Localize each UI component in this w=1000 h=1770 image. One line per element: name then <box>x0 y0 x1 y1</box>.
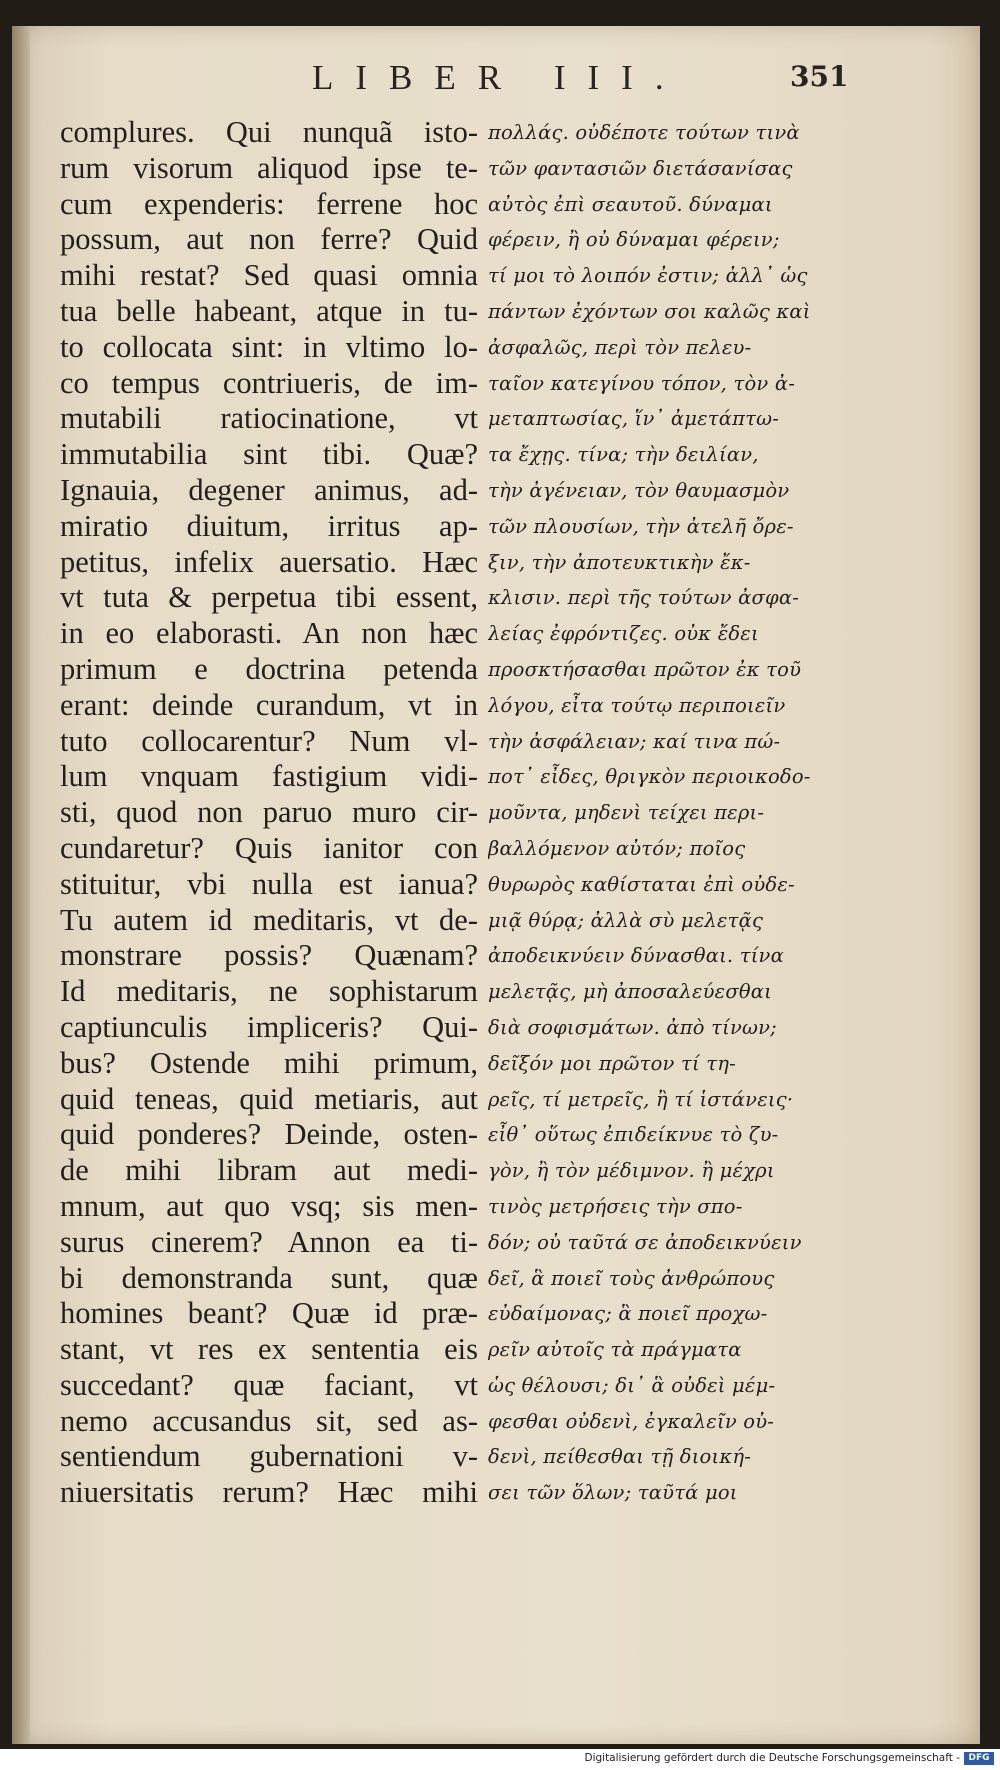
greek-text-line: προσκτήσασθαι πρῶτον ἐκ τοῦ <box>488 657 802 681</box>
latin-text-line: miratio diuitum, irritus ap- <box>60 508 478 543</box>
greek-text-line: εὐδαίμονας; ἃ ποιεῖ προχω- <box>488 1302 768 1326</box>
greek-column <box>488 115 848 1511</box>
latin-text-line: succedant? quæ faciant, vt <box>60 1367 478 1402</box>
greek-text-line: μοῦντα, μηδενὶ τείχει περι- <box>488 801 765 825</box>
greek-text-line: φέρειν, ἢ οὐ δύναμαι φέρειν; <box>488 228 780 252</box>
latin-text-line: bus? Ostende mihi primum, <box>60 1045 478 1080</box>
latin-text-line: immutabilia sint tibi. Quæ? <box>60 437 478 472</box>
latin-text-line: co tempus contriueris, de im- <box>60 365 478 400</box>
latin-text-line: tuto collocarentur? Num vl- <box>60 723 478 758</box>
latin-text-line: vt tuta & perpetua tibi essent, <box>60 580 478 615</box>
latin-text-line: Tu autem id meditaris, vt de- <box>60 902 478 937</box>
latin-text-line: quid teneas, quid metiaris, aut <box>60 1081 478 1116</box>
greek-text-line: δενὶ, πείθεσθαι τῇ διοική- <box>488 1445 751 1469</box>
latin-text-line: rum visorum aliquod ipse te- <box>60 150 478 185</box>
latin-text-line: de mihi libram aut medi- <box>60 1153 478 1188</box>
greek-text-line: τινὸς μετρήσεις τὴν σπο- <box>488 1194 743 1218</box>
greek-text-line: μιᾷ θύρᾳ; ἀλλὰ σὺ μελετᾷς <box>488 908 764 932</box>
latin-text-line: stant, vt res ex sententia eis <box>60 1332 478 1367</box>
latin-text-line: mihi restat? Sed quasi omnia <box>60 258 478 293</box>
greek-text-line: λόγου, εἶτα τούτῳ περιποιεῖν <box>488 693 786 717</box>
greek-text-line: διὰ σοφισμάτων. ἀπὸ τίνων; <box>488 1015 777 1039</box>
latin-text-line: nemo accusandus sit, sed as- <box>60 1403 478 1438</box>
latin-text-line: monstrare possis? Quænam? <box>60 938 478 973</box>
greek-text-line: εἶθ᾽ οὕτως ἐπιδείκνυε τὸ ζυ- <box>488 1123 779 1147</box>
latin-text-line: possum, aut non ferre? Quid <box>60 222 478 257</box>
greek-text-line: γὸν, ἢ τὸν μέδιμνον. ἢ μέχρι <box>488 1159 775 1183</box>
latin-text-line: Ignauia, degener animus, ad- <box>60 472 478 507</box>
greek-text-line: ρεῖν αὐτοῖς τὰ πράγματα <box>488 1338 742 1362</box>
latin-text-line: bi demonstranda sunt, quæ <box>60 1260 478 1295</box>
greek-text-line: ἀσφαλῶς, περὶ τὸν πελευ- <box>488 335 752 359</box>
latin-text-line: mnum, aut quo vsq; sis men- <box>60 1188 478 1223</box>
latin-text-line: cundaretur? Quis ianitor con <box>60 830 478 865</box>
latin-text-line: petitus, infelix auersatio. Hæc <box>60 544 478 579</box>
latin-text-line: lum vnquam fastigium vidi- <box>60 759 478 794</box>
greek-text-line: δεῖξόν μοι πρῶτον τί τη- <box>488 1051 736 1075</box>
page-gutter <box>12 26 30 1744</box>
greek-text-line: ξιν, τὴν ἀποτευκτικὴν ἔκ- <box>488 550 751 574</box>
latin-text-line: to collocata sint: in vltimo lo- <box>60 329 478 364</box>
latin-column <box>60 115 478 1511</box>
greek-text-line: ἀποδεικνύειν δύνασθαι. τίνα <box>488 944 784 968</box>
greek-text-line: θυρωρὸς καθίσταται ἐπὶ οὐδε- <box>488 872 795 896</box>
latin-text-line: homines beant? Quæ id præ- <box>60 1296 478 1331</box>
greek-text-line: τὴν ἀσφάλειαν; καί τινα πώ- <box>488 729 781 753</box>
greek-text-line: μελετᾷς, μὴ ἀποσαλεύεσθαι <box>488 980 772 1004</box>
dfg-logo: DFG <box>964 1752 994 1765</box>
greek-text-line: δόν; οὐ ταῦτά σε ἀποδεικνύειν <box>488 1230 802 1254</box>
latin-text-line: sentiendum gubernationi v- <box>60 1439 478 1474</box>
greek-text-line: δεῖ, ἃ ποιεῖ τοὺς ἀνθρώπους <box>488 1266 775 1290</box>
greek-text-line: σει τῶν ὅλων; ταῦτά μοι <box>488 1481 738 1505</box>
latin-text-line: primum e doctrina petenda <box>60 651 478 686</box>
latin-text-line: cum expenderis: ferrene hoc <box>60 186 478 221</box>
latin-text-line: niuersitatis rerum? Hæc mihi <box>60 1475 478 1510</box>
greek-text-line: πολλάς. οὐδέποτε τούτων τινὰ <box>488 121 800 144</box>
greek-text-line: ποτ᾽ εἶδες, θριγκὸν περιοικοδο- <box>488 765 811 789</box>
greek-text-line: ὡς θέλουσι; δι᾽ ἃ οὐδεὶ μέμ- <box>488 1373 776 1397</box>
greek-text-line: βαλλόμενον αὐτόν; ποῖος <box>488 836 746 860</box>
greek-text-line: τῶν πλουσίων, τὴν ἀτελῆ ὄρε- <box>488 514 794 538</box>
page-number: 351 <box>790 60 849 93</box>
latin-text-line: in eo elaborasti. An non hæc <box>60 616 478 651</box>
latin-text-line: sti, quod non paruo muro cir- <box>60 795 478 830</box>
latin-text-line: erant: deinde curandum, vt in <box>60 687 478 722</box>
dfg-credit-text: Digitalisierung gefördert durch die Deutsche Forschungsgemeinschaft - <box>584 1752 960 1764</box>
latin-text-line: quid ponderes? Deinde, osten- <box>60 1117 478 1152</box>
greek-text-line: μεταπτωσίας, ἵν᾽ ἀμετάπτω- <box>488 407 780 431</box>
latin-text-line: captiunculis impliceris? Qui- <box>60 1009 478 1044</box>
latin-text-line: surus cinerem? Annon ea ti- <box>60 1224 478 1259</box>
greek-text-line: πάντων ἐχόντων σοι καλῶς καὶ <box>488 299 811 323</box>
greek-text-line: τὴν ἀγένειαν, τὸν θαυμασμὸν <box>488 478 790 502</box>
latin-text-line: complures. Qui nunquã isto- <box>60 115 478 149</box>
greek-text-line: κλισιν. περὶ τῆς τούτων ἀσφα- <box>488 586 799 610</box>
latin-text-line: tua belle habeant, atque in tu- <box>60 293 478 328</box>
greek-text-line: λείας ἐφρόντιζες. οὐκ ἔδει <box>488 622 759 646</box>
greek-text-line: ταῖον κατεγίνου τόπον, τὸν ἀ- <box>488 371 796 395</box>
latin-text-line: Id meditaris, ne sophistarum <box>60 974 478 1009</box>
greek-text-line: τῶν φαντασιῶν διετάσανίσας <box>488 156 793 180</box>
latin-text-line: mutabili ratiocinatione, vt <box>60 401 478 436</box>
greek-text-line: τα ἔχῃς. τίνα; τὴν δειλίαν, <box>488 443 759 467</box>
greek-text-line: φεσθαι οὐδενὶ, ἐγκαλεῖν οὐ- <box>488 1409 775 1433</box>
greek-text-line: ρεῖς, τί μετρεῖς, ἢ τί ἱστάνεις· <box>488 1087 794 1111</box>
greek-text-line: αὐτὸς ἐπὶ σεαυτοῦ. δύναμαι <box>488 192 773 216</box>
latin-text-line: stituitur, vbi nulla est ianua? <box>60 866 478 901</box>
running-header: LIBER III. <box>312 58 686 97</box>
greek-text-line: τί μοι τὸ λοιπόν ἐστιν; ἀλλ᾽ ὡς <box>488 264 808 288</box>
